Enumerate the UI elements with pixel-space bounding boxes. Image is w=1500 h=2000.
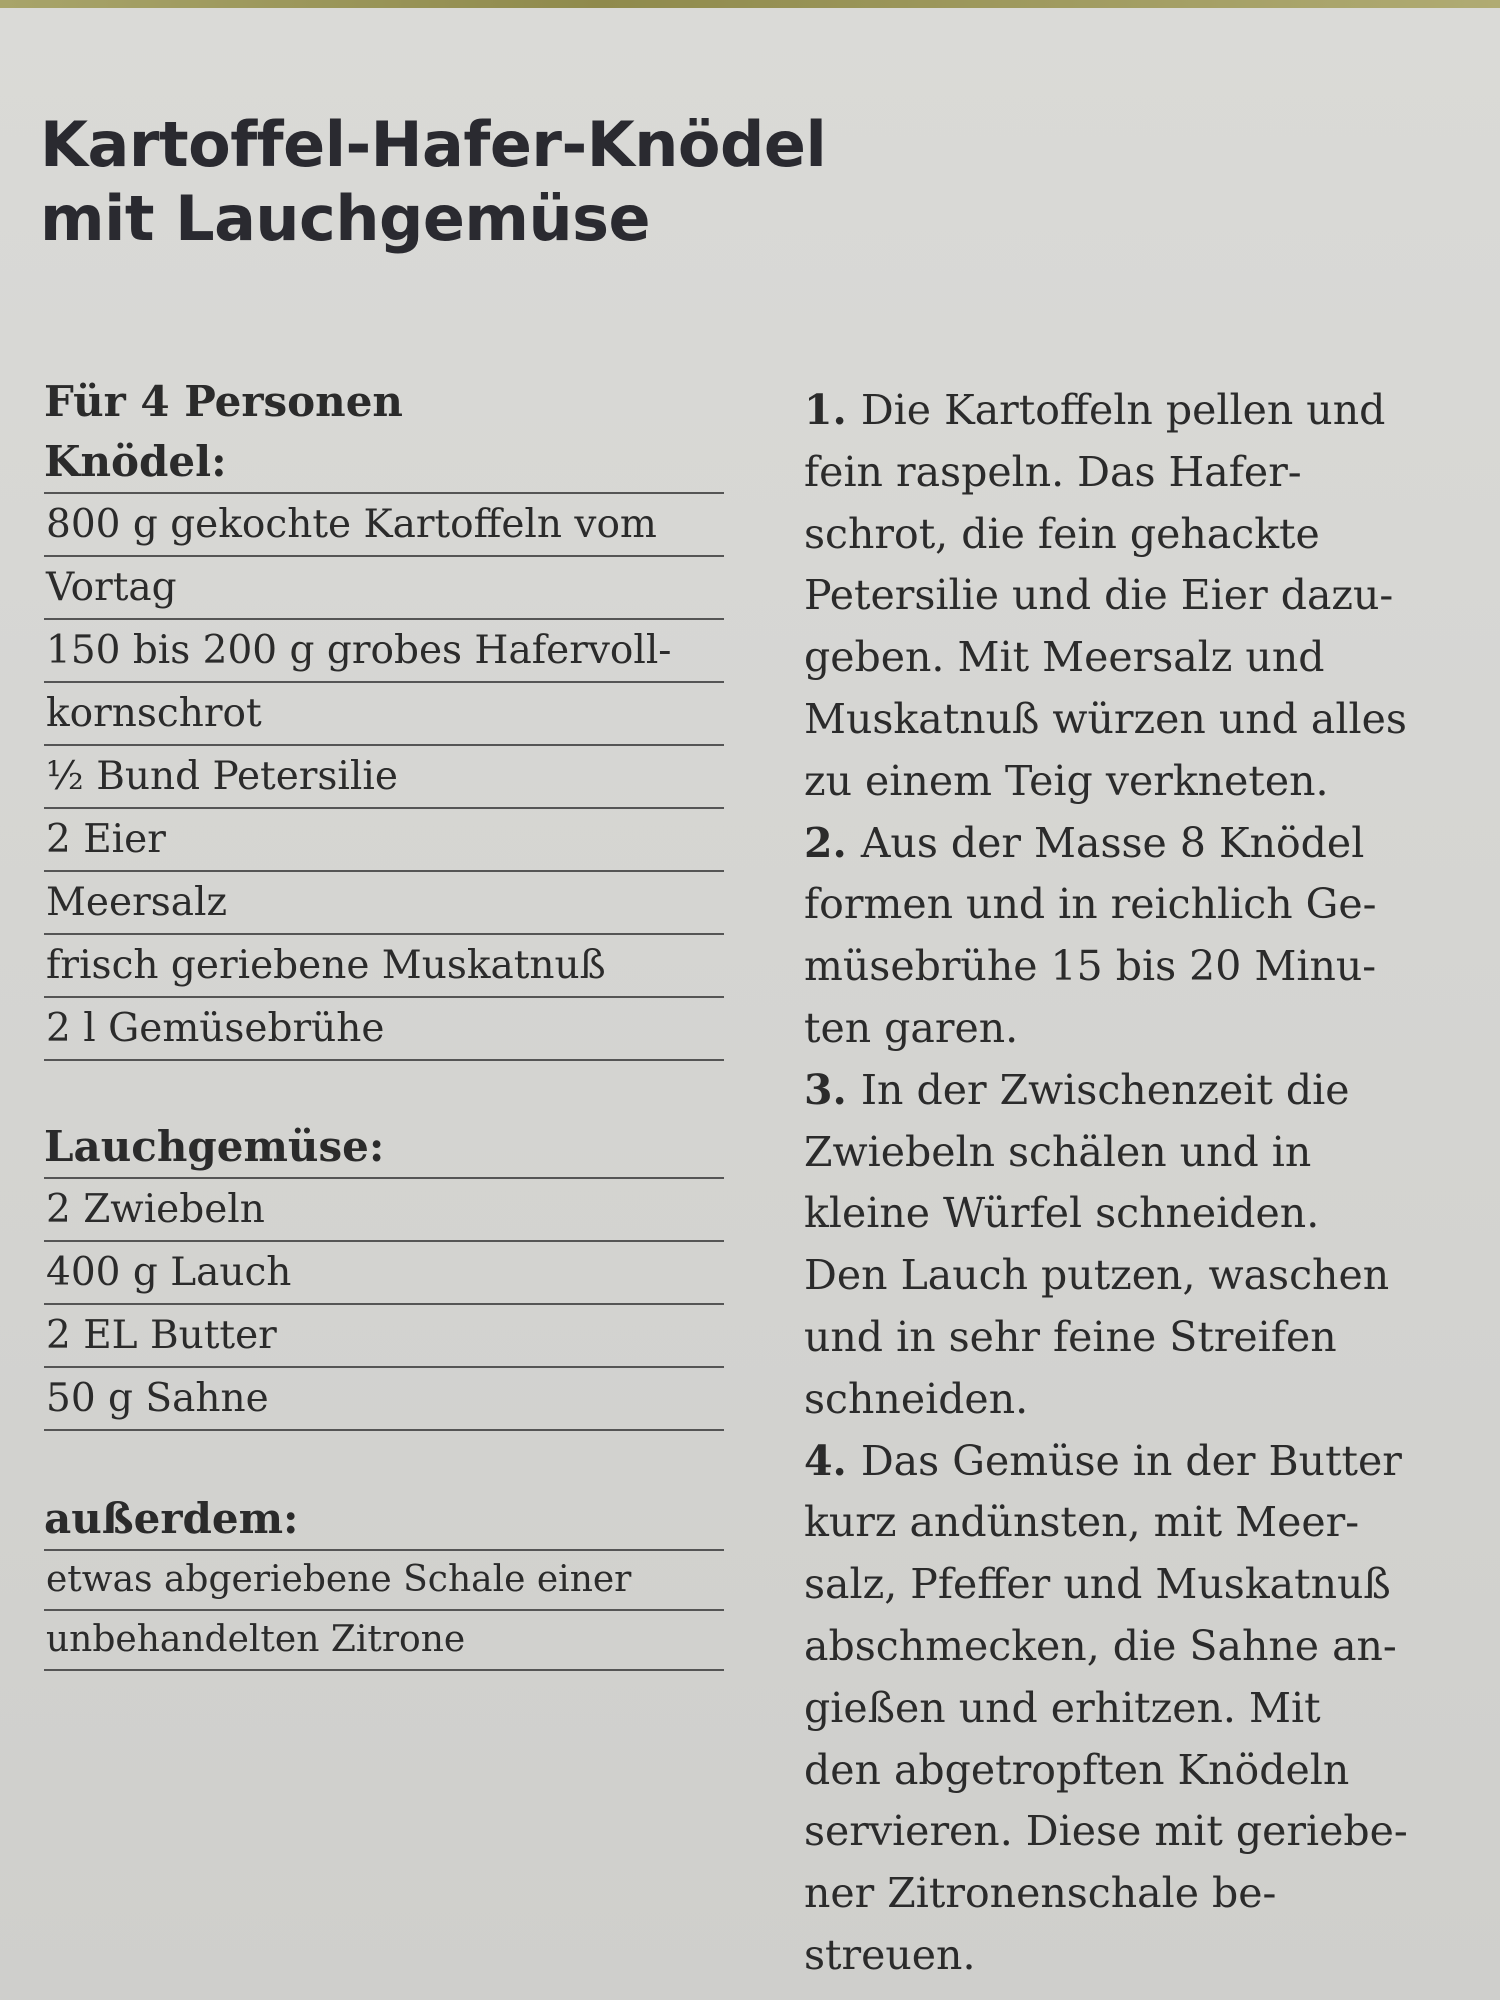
section-heading-lauchgemuese: Lauchgemüse: — [44, 1117, 724, 1179]
step-line: Muskatnuß würzen und alles — [804, 694, 1407, 743]
step-line — [804, 1431, 1494, 1493]
ingredient-item: 2 Zwiebeln — [44, 1179, 724, 1242]
step-number: 4. — [804, 1436, 847, 1485]
step-line — [804, 813, 1494, 875]
step-text: In der Zwischenzeit die — [860, 1065, 1350, 1114]
ingredient-item: 2 EL Butter — [44, 1305, 724, 1368]
step-line: streuen. — [804, 1930, 976, 1979]
ingredients-column — [44, 372, 724, 1671]
step-text: Aus der Masse 8 Knödel — [860, 818, 1365, 867]
ingredient-item: 800 g gekochte Kartoffeln vom — [44, 494, 724, 557]
step-line: servieren. Diese mit geriebe- — [804, 1807, 1408, 1856]
instructions-column — [804, 380, 1494, 1987]
step-line: Petersilie und die Eier dazu- — [804, 571, 1394, 620]
section-spacer — [44, 1061, 724, 1117]
step-line: formen und in reichlich Ge- — [804, 880, 1377, 929]
ingredient-item: frisch geriebene Muskatnuß — [44, 935, 724, 998]
step-line: gießen und erhitzen. Mit — [804, 1683, 1321, 1732]
ingredient-item: 50 g Sahne — [44, 1368, 724, 1431]
step-text: Das Gemüse in der Butter — [860, 1436, 1402, 1485]
title-line-1: Kartoffel-Hafer-Knödel — [40, 108, 827, 181]
step-line: geben. Mit Meersalz und — [804, 633, 1325, 682]
step-number: 3. — [804, 1065, 847, 1114]
step-line: müsebrühe 15 bis 20 Minu- — [804, 942, 1377, 991]
step-text: Die Kartoffeln pellen und — [860, 386, 1386, 434]
section-heading-ausserdem: außerdem: — [44, 1489, 724, 1551]
ingredient-item: kornschrot — [44, 683, 724, 746]
ingredient-item: 2 Eier — [44, 809, 724, 872]
servings-label: Für 4 Personen — [44, 377, 403, 426]
ingredient-item: etwas abgeriebene Schale einer — [44, 1551, 724, 1611]
step-line: abschmecken, die Sahne an- — [804, 1621, 1397, 1670]
step-number: 1. — [804, 386, 847, 434]
title-line-2: mit Lauchgemüse — [40, 182, 651, 255]
section-heading-knoedel: Knödel: — [44, 432, 724, 494]
step-line: schneiden. — [804, 1374, 1029, 1423]
step-line: Zwiebeln schälen und in — [804, 1127, 1312, 1176]
step-line: zu einem Teig verkneten. — [804, 756, 1329, 805]
recipe-title — [40, 108, 940, 256]
page-top-edge — [0, 0, 1500, 8]
step-line: ner Zitronenschale be- — [804, 1869, 1277, 1918]
step-line: und in sehr feine Streifen — [804, 1312, 1337, 1361]
step-line: fein raspeln. Das Hafer- — [804, 447, 1302, 496]
step-line: schrot, die fein gehackte — [804, 509, 1320, 558]
ingredient-item: 400 g Lauch — [44, 1242, 724, 1305]
ingredient-item: unbehandelten Zitrone — [44, 1611, 724, 1671]
ingredient-item: 2 l Gemüsebrühe — [44, 998, 724, 1061]
section-spacer — [44, 1431, 724, 1489]
ingredient-item: 150 bis 200 g grobes Hafervoll- — [44, 620, 724, 683]
ingredient-item: Meersalz — [44, 872, 724, 935]
ingredient-item: Vortag — [44, 557, 724, 620]
ingredient-item: ½ Bund Petersilie — [44, 746, 724, 809]
step-line — [804, 380, 1494, 442]
step-line: Den Lauch putzen, waschen — [804, 1251, 1390, 1300]
step-line: ten garen. — [804, 1003, 1019, 1052]
step-line: kurz andünsten, mit Meer- — [804, 1498, 1360, 1547]
step-line: kleine Würfel schneiden. — [804, 1189, 1320, 1238]
step-line: den abgetropften Knödeln — [804, 1745, 1350, 1794]
step-line: salz, Pfeffer und Muskatnuß — [804, 1560, 1391, 1609]
step-number: 2. — [804, 818, 847, 867]
step-line — [804, 1060, 1494, 1122]
